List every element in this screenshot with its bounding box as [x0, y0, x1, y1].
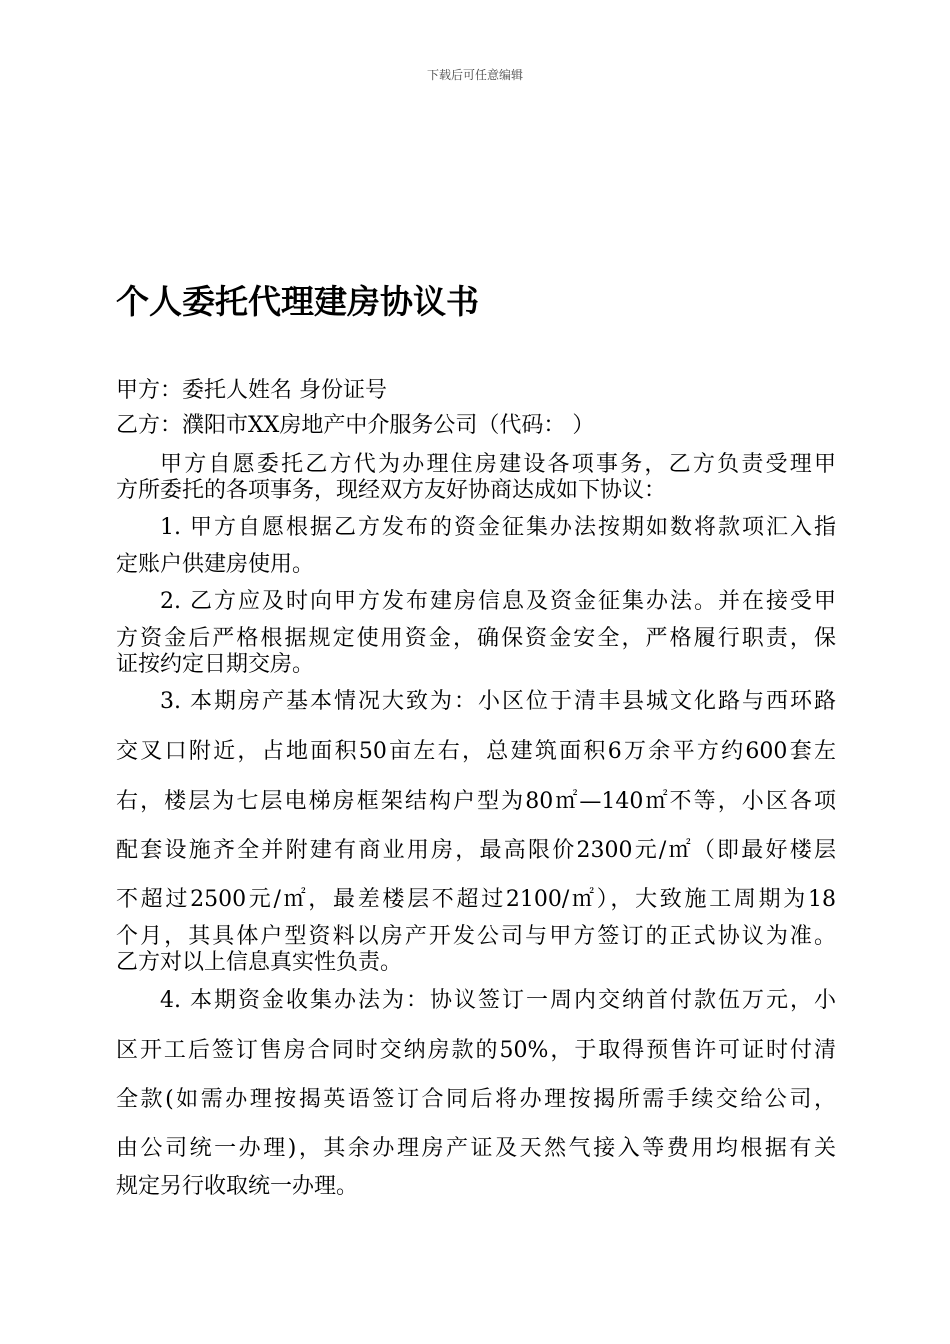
- clause2-line-3: 证按约定日期交房。: [116, 652, 315, 677]
- clause3-line-3: 右，楼层为七层电梯房框架结构户型为80㎡—140㎡不等，小区各项: [116, 789, 836, 814]
- clause3-line-6: 个月，其具体户型资料以房产开发公司与甲方签订的正式协议为准。: [116, 924, 836, 949]
- intro-line-1: 甲方自愿委托乙方代为办理住房建设各项事务，乙方负责受理甲: [160, 452, 836, 477]
- document-title: 个人委托代理建房协议书: [116, 282, 479, 321]
- header-note: 下载后可任意编辑: [426, 68, 523, 82]
- clause4-line-2: 区开工后签订售房合同时交纳房款的50%，于取得预售许可证时付清: [116, 1038, 836, 1063]
- clause4-line-3: 全款(如需办理按揭英语签订合同后将办理按揭所需手续交给公司，: [116, 1087, 836, 1112]
- clause1-line-2: 定账户供建房使用。: [116, 552, 315, 577]
- clause1-line-1: 1. 甲方自愿根据乙方发布的资金征集办法按期如数将款项汇入指: [160, 515, 836, 540]
- intro-line-2: 方所委托的各项事务，现经双方友好协商达成如下协议：: [116, 478, 667, 503]
- party-a-line: 甲方：委托人姓名 身份证号: [116, 378, 387, 403]
- clause3-line-7: 乙方对以上信息真实性负责。: [116, 950, 403, 975]
- clause3-line-4: 配套设施齐全并附建有商业用房，最高限价2300元/㎡（即最好楼层: [116, 838, 836, 863]
- clause2-line-1: 2. 乙方应及时向甲方发布建房信息及资金征集办法。并在接受甲: [160, 589, 836, 614]
- clause3-line-2: 交叉口附近，占地面积50亩左右，总建筑面积6万余平方约600套左: [116, 739, 837, 764]
- clause4-line-5: 规定另行收取统一办理。: [116, 1174, 359, 1199]
- clause4-line-4: 由公司统一办理)，其余办理房产证及天然气接入等费用均根据有关: [116, 1136, 836, 1161]
- clause3-line-1: 3. 本期房产基本情况大致为：小区位于清丰县城文化路与西环路: [160, 689, 836, 714]
- party-b-line: 乙方：濮阳市XX房地产中介服务公司（代码： ）: [116, 413, 595, 438]
- clause4-line-1: 4. 本期资金收集办法为：协议签订一周内交纳首付款伍万元，小: [160, 988, 836, 1013]
- clause3-line-5: 不超过2500元/㎡，最差楼层不超过2100/㎡），大致施工周期为18: [116, 887, 836, 912]
- clause2-line-2: 方资金后严格根据规定使用资金，确保资金安全，严格履行职责，保: [116, 626, 836, 651]
